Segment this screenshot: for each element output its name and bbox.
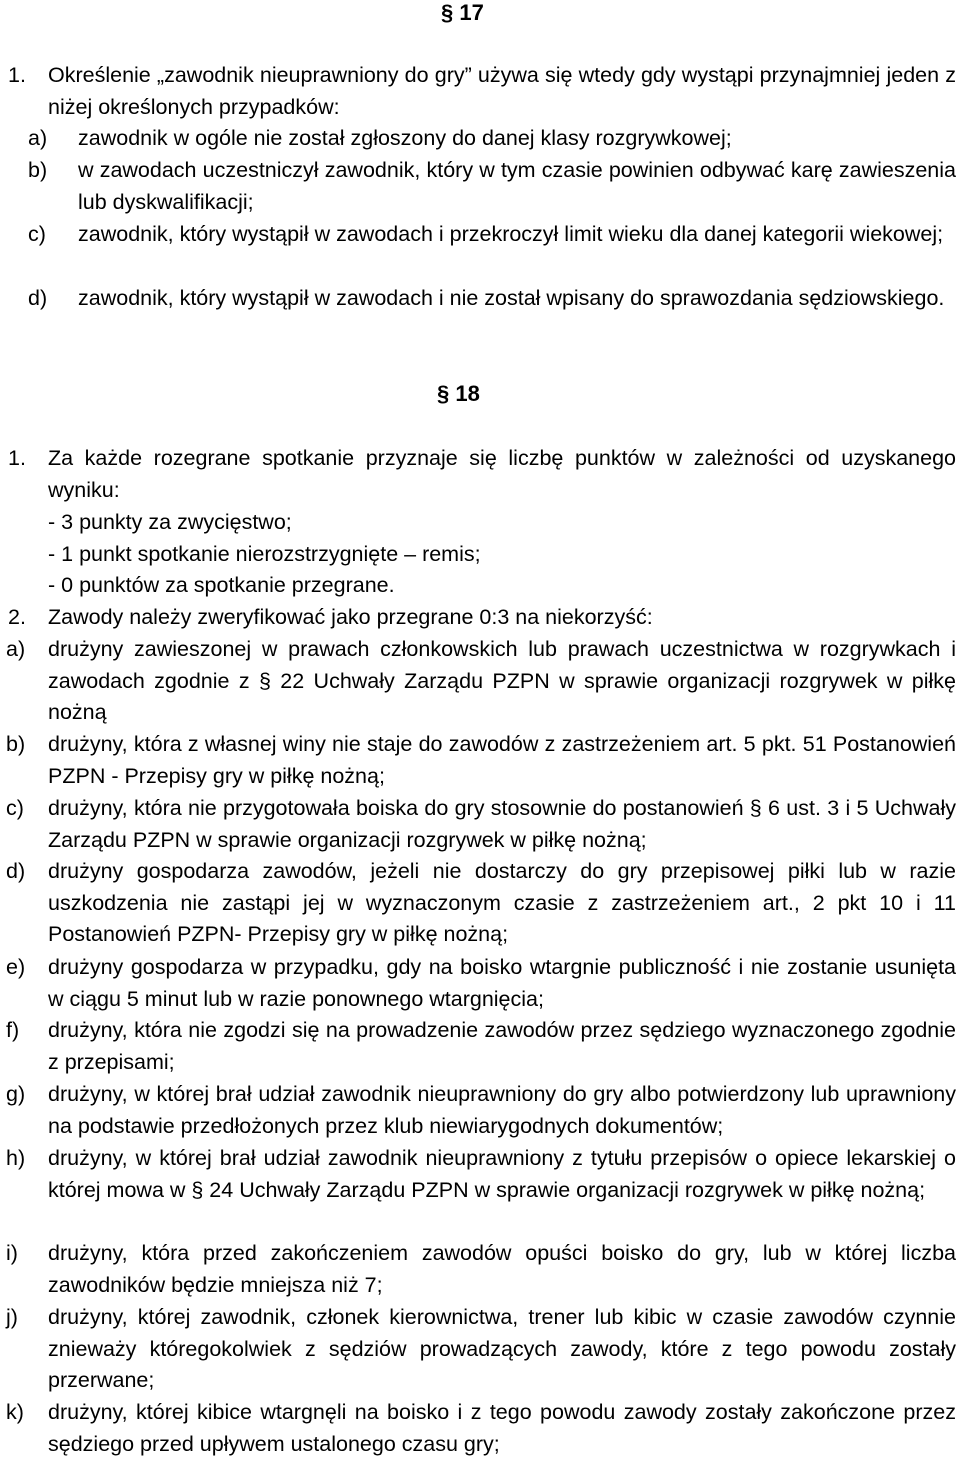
list-item-text: drużyny gospodarza zawodów, jeżeli nie dostarczy do gry przepisowej piłki lub w razie uszkodzenia nie zastąpi jej w wyznaczonym czasie z zastrzeżeniem art., 2 pkt 10 i 11 Postanowień PZPN- Przepisy gry w piłkę nożną;	[48, 859, 956, 947]
list-item-text: zawodnik, który wystąpił w zawodach i przekroczył limit wieku dla danej kategorii wiekowej;	[78, 222, 944, 246]
list-item-18-d	[6, 856, 956, 952]
list-item-label: b)	[28, 158, 48, 182]
section-heading-17: § 17	[441, 0, 484, 25]
list-item-18-b	[6, 729, 956, 793]
points-line-win: - 3 punkty za zwycięstwo;	[48, 510, 292, 534]
list-item-text: drużyny, która nie zgodzi się na prowadzenie zawodów przez sędziego wyznaczonego zgodnie z przepisami;	[48, 1018, 956, 1074]
list-item-label: a)	[6, 637, 26, 661]
list-item-18-c	[6, 793, 956, 857]
list-item-text: drużyny zawieszonej w prawach członkowskich lub prawach uczestnictwa w rozgrywkach i zawodach zgodnie z § 22 Uchwały Zarządu PZPN w sprawie organizacji rozgrywek w piłkę nożną	[48, 637, 956, 725]
paragraph-number: 1.	[8, 63, 26, 87]
list-item-18-a	[6, 634, 956, 730]
list-item-label: d)	[28, 286, 48, 310]
list-item-label: c)	[28, 222, 46, 246]
list-item-text: drużyny, która z własnej winy nie staje do zawodów z zastrzeżeniem art. 5 pkt. 51 Postanowień PZPN - Przepisy gry w piłkę nożną;	[48, 732, 956, 788]
list-item-label: c)	[6, 796, 24, 820]
list-item-label: i)	[6, 1241, 18, 1265]
paragraph-text: Za każde rozegrane spotkanie przyznaje się liczbę punktów w zależności od uzyskanego wyniku:	[48, 446, 956, 502]
list-item-text: drużyny, której kibice wtargnęli na boisko i z tego powodu zawody zostały zakończone przez sędziego przed upływem ustalonego czasu gry;	[48, 1400, 956, 1456]
list-item-17-b	[28, 155, 956, 219]
list-item-label: j)	[6, 1305, 18, 1329]
list-item-18-g	[6, 1079, 956, 1143]
list-item-label: k)	[6, 1400, 24, 1424]
list-item-label: f)	[6, 1018, 20, 1042]
list-item-17-d	[28, 283, 956, 347]
paragraph-18-2	[8, 602, 956, 634]
list-item-17-c	[28, 219, 956, 283]
list-item-17-a	[28, 123, 956, 155]
paragraph-text: Określenie „zawodnik nieuprawniony do gry” używa się wtedy gdy wystąpi przynajmniej jeden z niżej określonych przypadków:	[48, 63, 956, 119]
list-item-18-k	[6, 1397, 956, 1461]
list-item-text: drużyny, która nie przygotowała boiska do gry stosownie do postanowień § 6 ust. 3 i 5 Uchwały Zarządu PZPN w sprawie organizacji rozgrywek w piłkę nożną;	[48, 796, 956, 852]
list-item-label: a)	[28, 126, 48, 150]
points-line-draw: - 1 punkt spotkanie nierozstrzygnięte – remis;	[48, 542, 481, 566]
paragraph-18-1	[8, 443, 956, 507]
paragraph-number: 2.	[8, 605, 26, 629]
list-item-text: drużyny, która przed zakończeniem zawodów opuści boisko do gry, lub w której liczba zawodników będzie mniejsza niż 7;	[48, 1241, 956, 1297]
list-item-text: drużyny, której zawodnik, członek kierownictwa, trener lub kibic w czasie zawodów czynnie znieważy któregokolwiek z sędziów prowadzących zawody, które z tego powodu zostały przerwane;	[48, 1305, 956, 1393]
list-item-18-i	[6, 1238, 956, 1302]
list-item-label: d)	[6, 859, 26, 883]
list-item-text: zawodnik, który wystąpił w zawodach i nie został wpisany do sprawozdania sędziowskiego.	[78, 286, 945, 310]
list-item-text: drużyny, w której brał udział zawodnik nieuprawniony z tytułu przepisów o opiece lekarskiej o której mowa w § 24 Uchwały Zarządu PZPN w sprawie organizacji rozgrywek w piłkę nożną;	[48, 1146, 956, 1202]
list-item-text: drużyny gospodarza w przypadku, gdy na boisko wtargnie publiczność i nie zostanie usunięta w ciągu 5 minut lub w razie ponownego wtargnięcia;	[48, 955, 956, 1011]
list-item-18-j	[6, 1302, 956, 1398]
points-line-loss: - 0 punktów za spotkanie przegrane.	[48, 573, 395, 597]
paragraph-number: 1.	[8, 446, 26, 470]
list-item-label: e)	[6, 955, 26, 979]
list-item-18-e	[6, 952, 956, 1016]
paragraph-text: Zawody należy zweryfikować jako przegrane 0:3 na niekorzyść:	[48, 605, 653, 629]
section-heading-18: § 18	[437, 381, 480, 406]
list-item-text: zawodnik w ogóle nie został zgłoszony do danej klasy rozgrywkowej;	[78, 126, 732, 150]
list-item-18-f	[6, 1015, 956, 1079]
list-item-label: b)	[6, 732, 26, 756]
list-item-18-h	[6, 1143, 956, 1239]
list-item-label: g)	[6, 1082, 26, 1106]
list-item-text: drużyny, w której brał udział zawodnik nieuprawniony do gry albo potwierdzony lub uprawniony na podstawie przedłożonych przez klub niewiarygodnych dokumentów;	[48, 1082, 956, 1138]
list-item-label: h)	[6, 1146, 26, 1170]
paragraph-17-1	[8, 60, 956, 124]
list-item-text: w zawodach uczestniczył zawodnik, który w tym czasie powinien odbywać karę zawieszenia lub dyskwalifikacji;	[78, 158, 956, 214]
